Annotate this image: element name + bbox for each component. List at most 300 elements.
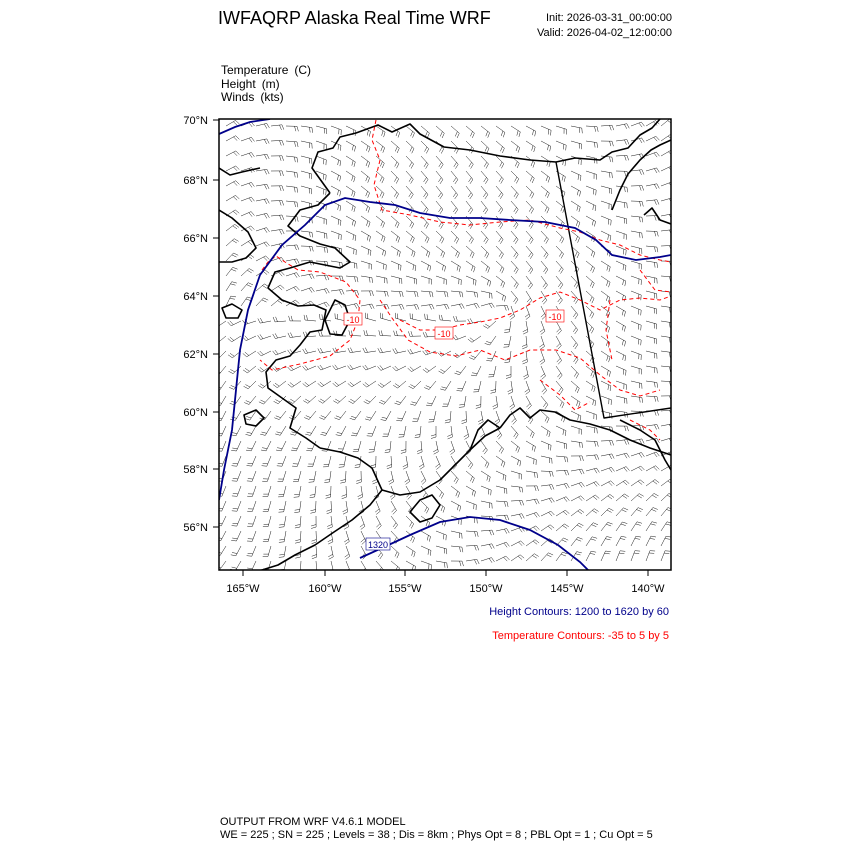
wind-barb [271, 201, 284, 206]
wind-barb [586, 201, 596, 211]
wind-barb [421, 156, 428, 169]
wind-barb [279, 516, 286, 527]
wind-barb [586, 523, 598, 531]
wind-barb [541, 126, 551, 136]
wind-barb [616, 261, 626, 271]
wind-barb [433, 441, 438, 454]
wind-barb [346, 141, 356, 152]
wind-barb [378, 381, 391, 388]
wind-barb [318, 348, 331, 353]
wind-barb [616, 426, 629, 431]
wind-barb [541, 456, 552, 464]
wind-barb [481, 246, 489, 258]
wind-barb [376, 246, 386, 256]
wind-barb [421, 231, 429, 243]
wind-barb [327, 516, 332, 529]
wind-barb [216, 531, 226, 541]
wind-barb [556, 510, 569, 516]
wind-barb [346, 186, 355, 197]
wind-barb [349, 396, 362, 404]
wind-barb [466, 486, 476, 497]
wind-barb [511, 471, 522, 479]
wind-barb [367, 426, 376, 436]
wind-barb [571, 381, 579, 393]
wind-barb [453, 316, 466, 321]
wind-barb [631, 306, 641, 315]
wind-barb [631, 216, 643, 222]
wind-barb [526, 512, 540, 517]
wind-barb [328, 561, 333, 574]
wind-barb [466, 171, 473, 184]
wind-barb [496, 201, 503, 214]
wind-barb [258, 334, 271, 339]
wind-barb [511, 261, 518, 274]
wind-barb [541, 498, 554, 503]
wind-barb [393, 381, 406, 388]
wind-barb [451, 486, 460, 498]
wind-barb [346, 231, 356, 241]
wind-barb [451, 546, 463, 552]
wind-barb [541, 231, 549, 244]
wind-barb [631, 231, 642, 238]
wind-barb [436, 231, 444, 243]
wind-barb [226, 282, 237, 291]
wind-barb [439, 315, 451, 321]
wind-barb [601, 261, 610, 272]
wind-barb [586, 306, 594, 318]
wind-barb [466, 545, 479, 550]
field-name: Height [221, 77, 256, 91]
wind-barb [471, 366, 481, 376]
wind-barb [571, 441, 583, 448]
wind-barb [331, 216, 341, 226]
wind-barb [316, 275, 329, 280]
wind-barb [541, 411, 549, 423]
wind-barb [511, 216, 518, 229]
wind-barb [436, 261, 446, 272]
wind-barb [525, 306, 530, 320]
wind-barb [526, 201, 534, 214]
wind-barb [226, 224, 239, 231]
wind-barb [631, 186, 644, 191]
wind-barb [459, 396, 466, 407]
wind-barb [421, 561, 431, 570]
wind-barb [451, 261, 460, 272]
wind-barb [631, 366, 642, 374]
wind-barb [406, 201, 413, 214]
wind-barb [293, 471, 301, 482]
wind-barb [428, 411, 436, 422]
wind-barb [278, 486, 286, 497]
wind-barb [333, 396, 346, 403]
wind-barb [439, 366, 451, 374]
wind-barb [256, 184, 269, 189]
wind-barb [496, 186, 503, 199]
wind-barb [462, 411, 467, 424]
wind-barb [230, 411, 241, 420]
wind-barb [586, 171, 597, 180]
wind-barb [241, 137, 255, 142]
wind-barb [241, 153, 254, 158]
wind-barb [363, 381, 376, 387]
wind-barb [488, 366, 496, 377]
wind-barb [571, 126, 582, 133]
wind-barb [526, 540, 539, 546]
wind-barb [421, 501, 429, 513]
wind-barb [661, 230, 674, 235]
wind-barb [241, 197, 255, 202]
wind-barb [541, 396, 548, 409]
field-temperature [221, 63, 311, 77]
wind-barb [526, 499, 539, 504]
wind-barb [526, 141, 535, 152]
wind-barb [333, 365, 347, 370]
wind-barb [541, 426, 550, 437]
wind-barb [601, 396, 611, 405]
wind-barb [436, 246, 445, 258]
wind-barb [361, 156, 370, 168]
wind-barb [556, 381, 563, 394]
wind-barb [631, 336, 641, 345]
wind-barb [215, 561, 226, 570]
wind-barb [421, 531, 431, 542]
wind-barb [496, 486, 507, 494]
border-canada [556, 162, 671, 418]
wind-barb [228, 336, 241, 342]
wind-barb [451, 561, 464, 566]
wind-barb [481, 201, 488, 214]
field-winds [221, 90, 284, 104]
lat-label-66: 66°N [183, 233, 208, 245]
wind-barb [511, 486, 523, 492]
wind-barb [571, 186, 581, 196]
arctic-islands [612, 140, 671, 224]
wind-barb [586, 246, 595, 257]
wind-barb [232, 471, 241, 481]
wind-barb [496, 529, 509, 534]
wind-barb [228, 321, 241, 326]
wind-barb [556, 276, 563, 289]
wind-barb [263, 501, 271, 512]
wind-barb [556, 426, 566, 436]
wind-barb [556, 456, 568, 462]
wind-barb [217, 471, 226, 481]
wind-barb [571, 426, 582, 435]
wind-barb [466, 471, 474, 483]
wind-barb [541, 261, 548, 274]
wind-barb [541, 525, 554, 531]
wind-barb [468, 336, 481, 342]
wind-barb [586, 126, 598, 132]
wind-barb [358, 486, 363, 499]
wind-barb [511, 555, 524, 561]
wind-barb [436, 486, 444, 499]
wind-barb [246, 441, 256, 451]
wind-barb [511, 456, 521, 466]
wind-barb [387, 456, 392, 469]
wind-barb [616, 246, 626, 255]
wind-barb [261, 441, 271, 451]
wind-barb [376, 141, 385, 153]
wind-barb [556, 524, 569, 531]
wind-barb [481, 276, 491, 286]
lon-label-145: 145°W [550, 583, 584, 595]
wind-barb [328, 546, 333, 559]
wind-barb [303, 381, 316, 387]
wind-barb [292, 456, 301, 466]
wind-barb [511, 141, 520, 153]
wind-barb [244, 381, 256, 389]
wind-barb [395, 396, 407, 405]
wind-barb [526, 486, 539, 491]
wind-barb [526, 246, 533, 259]
wind-barb [243, 351, 256, 357]
wind-barb [361, 276, 373, 283]
wind-barb [294, 486, 301, 497]
wind-barb [331, 186, 341, 196]
wind-barb [425, 314, 436, 321]
wind-barb [303, 365, 317, 370]
wind-barb [312, 561, 317, 574]
wind-barb [473, 381, 481, 392]
wind-barb [646, 261, 658, 268]
wind-barb [556, 141, 566, 150]
wind-barb [316, 126, 327, 134]
wind-barb [451, 186, 458, 199]
wind-barb [571, 201, 580, 212]
wind-barb [226, 151, 239, 156]
wind-barb [256, 242, 270, 247]
wind-barb [526, 456, 536, 465]
wind-barb [495, 411, 500, 425]
wind-barb [360, 516, 365, 530]
wind-barb [336, 426, 346, 436]
wind-barb [601, 508, 613, 516]
wind-barb [399, 426, 407, 437]
wind-barb [389, 471, 394, 484]
wind-barb [526, 471, 538, 478]
wind-barb [496, 171, 503, 184]
wind-barb [556, 552, 567, 561]
lat-label-56: 56°N [183, 522, 208, 534]
wind-barb [511, 291, 518, 304]
wind-barb [541, 186, 549, 198]
wind-barb [421, 261, 431, 271]
wind-barb [346, 246, 356, 255]
page-title: IWFAQRP Alaska Real Time WRF [218, 8, 491, 28]
wind-barb [586, 495, 599, 501]
wind-barb [453, 335, 467, 340]
wind-barb [301, 141, 312, 149]
wind-barb [436, 561, 447, 568]
wind-barb [391, 171, 399, 184]
wind-barb [601, 494, 614, 501]
wind-barb [391, 516, 398, 529]
wind-barb [247, 456, 257, 466]
wind-barb [323, 456, 331, 467]
field-unit: (kts) [260, 90, 284, 104]
field-name: Temperature [221, 63, 289, 77]
wind-barb [271, 140, 284, 145]
wind-barb [466, 261, 475, 272]
wind-barb [481, 261, 490, 273]
wind-barb [301, 171, 312, 179]
wind-barb [504, 321, 511, 333]
wind-barb [318, 381, 331, 387]
wind-barb [631, 466, 644, 471]
wind-barb [466, 246, 474, 258]
wind-barb [406, 186, 413, 199]
wind-barb [541, 201, 549, 213]
wind-barb [256, 199, 269, 204]
wind-barb [286, 286, 300, 291]
wind-barb [361, 171, 370, 183]
wind-barb [466, 291, 478, 298]
wind-barb [451, 231, 459, 244]
wind-barb [451, 531, 462, 539]
wind-barb [376, 291, 388, 297]
wind-barb [616, 480, 629, 486]
wind-barb [327, 501, 332, 514]
wind-barb [601, 321, 610, 333]
wind-barb [646, 381, 658, 388]
wind-barb [586, 186, 596, 195]
wind-barb [496, 156, 504, 168]
wind-barb [353, 441, 361, 452]
wind-barb [279, 531, 286, 542]
wind-barb [601, 231, 611, 241]
wind-barb [247, 546, 256, 556]
wind-barb [277, 456, 286, 466]
wind-barb [571, 216, 580, 227]
wind-barb [478, 411, 483, 424]
lat-axis [213, 120, 219, 527]
wind-barb [408, 331, 421, 336]
wind-barb [391, 141, 399, 153]
wind-barb [556, 470, 569, 475]
wind-barb [262, 471, 271, 481]
wind-barb [481, 558, 495, 563]
wind-barb [571, 456, 584, 461]
wind-barb [616, 551, 625, 561]
wind-barb [646, 291, 657, 299]
wind-barb [361, 561, 367, 574]
wind-barb [339, 456, 346, 467]
wind-barb [496, 305, 509, 310]
wind-barb [496, 141, 504, 153]
lat-label-60: 60°N [183, 407, 208, 419]
wind-barb [556, 261, 563, 274]
wind-barb [274, 411, 286, 420]
wind-barb [346, 156, 355, 167]
wind-barb [263, 486, 271, 497]
wind-barb [376, 561, 383, 574]
wind-barb [466, 276, 476, 286]
wind-barb [511, 500, 524, 505]
wind-barb [229, 381, 241, 389]
wind-barb [375, 501, 380, 515]
wind-barb [616, 381, 626, 390]
wind-barb [391, 305, 404, 310]
wind-barb [243, 366, 256, 373]
wind-barb [361, 304, 374, 309]
wind-barb [631, 494, 644, 501]
wind-barb [661, 198, 674, 203]
wind-barb [496, 441, 504, 454]
wind-barb [450, 441, 455, 455]
wind-barb [401, 441, 406, 453]
wind-barb [571, 509, 584, 516]
wind-barb [496, 261, 504, 273]
temperature-label-1: -10 [346, 315, 360, 325]
wind-barb [616, 155, 629, 160]
field-unit: (C) [294, 63, 312, 77]
peninsula-south [382, 428, 500, 495]
wind-barb [340, 471, 346, 483]
wind-barb [661, 166, 674, 171]
wind-barb [631, 321, 641, 330]
wind-barb [391, 561, 400, 573]
wind-barb [541, 471, 553, 477]
wind-barb [391, 186, 399, 199]
wind-barb [466, 156, 473, 169]
wind-barb [541, 381, 547, 394]
wind-barb [601, 467, 615, 472]
wind-barb [310, 486, 316, 498]
wind-barb [271, 156, 284, 161]
wind-barb [646, 536, 656, 546]
wind-barb [409, 381, 421, 389]
wind-barb [586, 396, 596, 406]
wind-barb [466, 531, 478, 537]
wind-barb [511, 186, 518, 199]
wind-barb [436, 276, 446, 285]
wind-barb [391, 501, 397, 514]
wind-barb [481, 126, 490, 138]
wind-barb [481, 456, 489, 468]
temperature-label-2: -10 [437, 329, 451, 339]
wind-barb [273, 381, 286, 388]
wind-barb [661, 410, 674, 415]
wind-barb [442, 396, 451, 406]
lat-label-70: 70°N [183, 115, 208, 127]
wind-barb [214, 366, 226, 375]
wind-barb [391, 156, 399, 168]
wind-barb [331, 156, 341, 166]
wind-barb [346, 201, 355, 212]
wind-barb [511, 126, 520, 137]
wind-barb [466, 456, 473, 469]
wind-barb [601, 201, 611, 210]
wind-barb [451, 171, 458, 184]
wind-barb [231, 441, 241, 451]
wind-barb [631, 276, 641, 285]
wind-barb [421, 276, 432, 285]
wind-barb [661, 246, 674, 251]
wind-barb [457, 381, 467, 391]
wind-barb [421, 186, 428, 199]
wind-barb [406, 516, 414, 528]
wind-barb [466, 559, 479, 564]
wind-barb [426, 396, 436, 406]
wind-barb [556, 483, 569, 488]
wind-barb [466, 501, 476, 510]
wind-barb [526, 261, 533, 274]
wind-barb [571, 523, 583, 531]
wind-barb [466, 126, 474, 138]
wind-barb [364, 396, 376, 404]
wind-barb [525, 381, 530, 394]
